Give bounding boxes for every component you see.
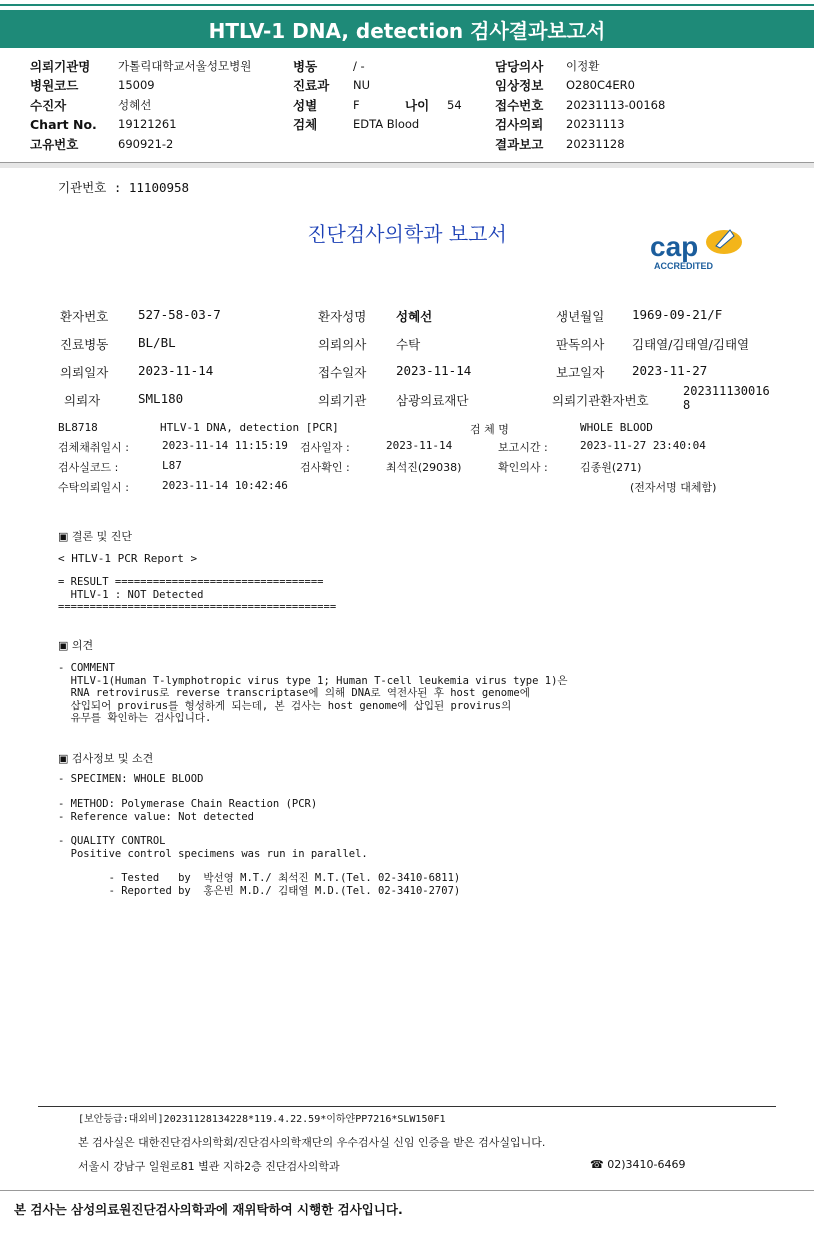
info-label: 성별 [293,97,318,113]
meta-label: 검사실코드 : [58,461,119,474]
footer-divider [38,1106,776,1107]
patient-label: 진료병동 [60,337,109,352]
patient-label: 의뢰기관환자번호 [552,393,649,408]
info-value: 15009 [118,78,155,93]
patient-value: 2023-11-14 [396,363,472,378]
patient-value: 1969-09-21/F [632,307,723,322]
age-label: 나이 [405,97,430,113]
patient-label: 접수일자 [318,365,367,380]
patient-value: 2023-11-14 [138,363,214,378]
header-shade [0,163,814,168]
info-label: 고유번호 [30,136,79,152]
info-value: 20231113 [566,117,625,132]
test-code: BL8718 [58,421,98,434]
meta-value: 2023-11-27 23:40:04 [580,439,706,452]
info-value: 성혜선 [118,97,152,112]
patient-value: BL/BL [138,335,176,350]
patient-label: 의뢰일자 [60,365,109,380]
patient-label: 의뢰기관 [318,393,367,408]
patient-value: 김태열/김태열/김태열 [632,337,750,352]
result-block: = RESULT ================================= HTLV-1 : NOT Detected ============================================ [58,576,337,613]
comment-block: - COMMENT HTLV-1(Human T-lymphotropic virus type 1; Human T-cell leukemia virus type 1)은 RNA retrovirus로 reverse transcriptase에 의해 DNA로 역전사된 후 host genome에 삽입되어 provirus를 형성하게 되는데, 본 검사는 host genome에 삽입된 provirus의 유무를 확인하는 검사입니다. [58,662,568,724]
info-value: 20231113-00168 [566,97,666,112]
certification-note: 본 검사실은 대한진단검사의학회/진단검사의학재단의 우수검사실 신임 인증을 받은 검사실입니다. [78,1136,546,1149]
lab-address: 서울시 강남구 일원로81 별관 지하2층 진단검사의학과 [78,1160,340,1173]
meta-value: 2023-11-14 11:15:19 [162,439,288,452]
meta-value: 최석진(29038) [386,461,462,474]
staff-block: - Tested by 박선영 M.T./ 최석진 M.T.(Tel. 02-3410-6811) - Reported by 홍은빈 M.D./ 김태열 M.D.(Tel. 02-3410-2707) [108,872,461,897]
patient-label: 환자성명 [318,309,367,324]
info-value: 690921-2 [118,136,174,151]
info-value: F [353,97,360,112]
info-column-2 [293,56,462,134]
info-value: EDTA Blood [353,117,420,132]
request-info-panel [0,52,814,158]
patient-value: 삼광의료재단 [396,393,469,408]
patient-value: 2023111300168 [683,384,770,412]
info-column-1 [30,56,251,154]
meta-label: 검사확인 : [300,461,350,474]
info-value: O280C4ER0 [566,78,635,93]
e-signature-note: (전자서명 대체함) [630,481,717,494]
patient-value: 527-58-03-7 [138,307,221,322]
info-label: 병동 [293,58,318,74]
info-value: 19121261 [118,117,177,132]
info-label: 검사의뢰 [495,117,544,133]
info-label: Chart No. [30,116,97,132]
re-referral-note: 본 검사는 삼성의료원진단검사의학과에 재위탁하여 시행한 검사입니다. [14,1202,403,1217]
meta-value: 2023-11-14 10:42:46 [162,479,288,492]
section-heading-opinion: ▣ 의견 [58,639,94,652]
meta-value: 2023-11-14 [386,439,453,452]
age-value: 54 [447,97,462,112]
patient-label: 판독의사 [556,337,605,352]
specimen-label: 검 체 명 [470,423,509,436]
patient-label: 생년월일 [556,309,605,324]
info-value: 이정환 [566,58,600,73]
patient-value: SML180 [138,391,184,406]
patient-value: 성혜선 [396,309,433,324]
meta-label: 보고시간 : [498,441,548,454]
meta-label: 수탁의뢰일시 : [58,481,129,494]
security-line: [보안등급:대외비]20231128134228*119.4.22.59*이하얀PP7216*SLW150F1 [78,1114,446,1125]
report-name: < HTLV-1 PCR Report > [58,552,198,565]
specimen-value: WHOLE BLOOD [580,421,653,434]
meta-label: 확인의사 : [498,461,548,474]
patient-label: 의뢰자 [64,393,101,408]
meta-value: L87 [162,459,182,472]
info-label: 접수번호 [495,97,544,113]
cap-logo-text: cap [650,231,699,262]
info-label: 수진자 [30,97,67,113]
info-label: 검체 [293,117,318,133]
info-label: 담당의사 [495,58,544,74]
info-value: / - [353,58,365,73]
meta-value: 김종원(271) [580,461,642,474]
info-value: 가톨릭대학교서울성모병원 [118,58,252,73]
meta-label: 검체채취일시 : [58,441,129,454]
bottom-divider [0,1190,814,1191]
info-value: NU [353,78,371,93]
qc-block: - QUALITY CONTROL Positive control specimens was run in parallel. [58,835,368,860]
top-edge-line [0,4,814,6]
report-title: 진단검사의학과 보고서 [307,222,507,246]
info-label: 결과보고 [495,136,544,152]
cap-logo-subtext: ACCREDITED [654,261,714,271]
info-column-3 [495,56,665,154]
meta-label: 검사일자 : [300,441,350,454]
info-label: 임상정보 [495,78,544,94]
patient-value: 수탁 [396,337,421,352]
info-label: 진료과 [293,78,330,94]
info-value: 20231128 [566,136,625,151]
info-label: 병원코드 [30,78,79,94]
info-label: 의뢰기관명 [30,58,91,74]
lab-phone: ☎ 02)3410-6469 [590,1158,686,1171]
patient-value: 2023-11-27 [632,363,708,378]
patient-label: 보고일자 [556,365,605,380]
section-heading-conclusion: ▣ 결론 및 진단 [58,530,133,543]
patient-label: 의뢰의사 [318,337,367,352]
patient-label: 환자번호 [60,309,109,324]
method-block: - METHOD: Polymerase Chain Reaction (PCR) - Reference value: Not detected [58,798,318,823]
cap-accredited-logo [648,226,752,274]
specimen-line: - SPECIMEN: WHOLE BLOOD [58,773,204,785]
section-heading-test-info: ▣ 검사정보 및 소견 [58,752,154,765]
org-number: 기관번호 : 11100958 [58,180,190,195]
report-header-title: HTLV-1 DNA, detection 검사결과보고서 [0,10,814,48]
test-name: HTLV-1 DNA, detection [PCR] [160,421,339,434]
